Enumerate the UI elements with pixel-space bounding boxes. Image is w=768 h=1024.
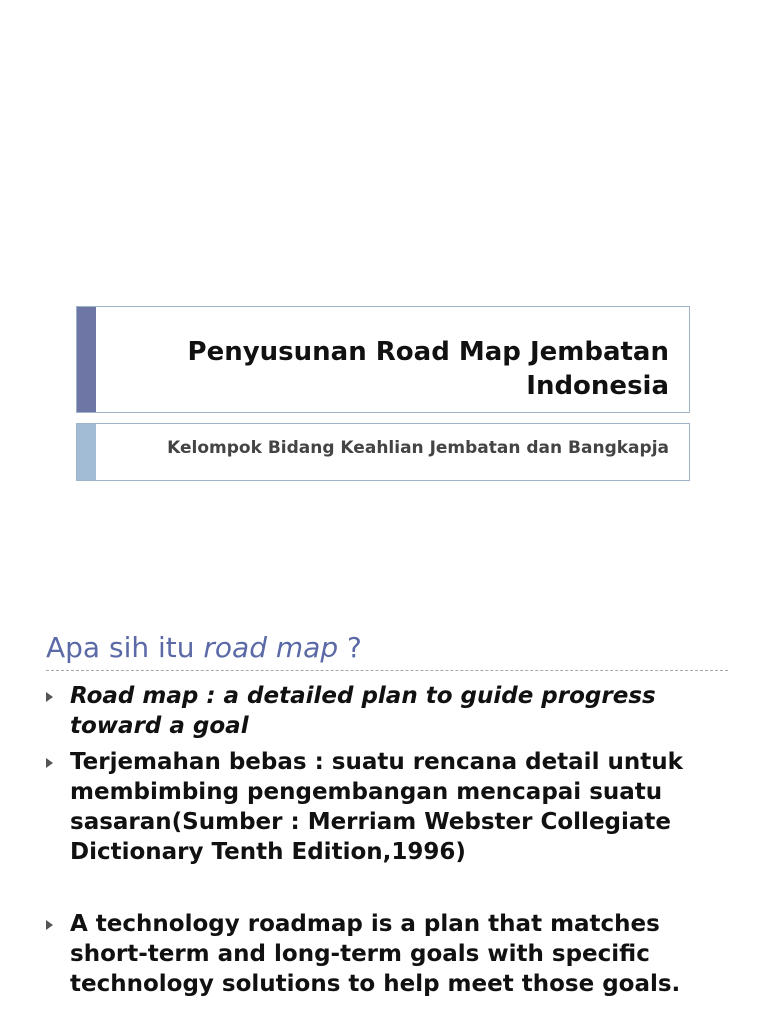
heading-emphasis: road map bbox=[203, 631, 339, 664]
heading-divider bbox=[46, 670, 728, 671]
bullet-arrow-icon bbox=[46, 758, 53, 768]
slide-title: Penyusunan Road Map Jembatan Indonesia bbox=[187, 337, 669, 401]
slide-subtitle: Kelompok Bidang Keahlian Jembatan dan Bangkapja bbox=[167, 438, 669, 458]
heading-suffix: ? bbox=[338, 631, 362, 664]
bullet-text: Terjemahan bebas : suatu rencana detail untuk membimbing pengembangan mencapai suatu sasaran(Sumber : Merriam Webster Collegiate Dictionary Tenth Edition,1996) bbox=[70, 749, 683, 865]
subtitle-box bbox=[76, 423, 690, 481]
subtitle-accent-bar bbox=[77, 424, 96, 480]
bullet-text: Road map : a detailed plan to guide progress toward a goal bbox=[70, 683, 656, 739]
title-accent-bar bbox=[77, 307, 96, 412]
title-box bbox=[76, 306, 690, 413]
bullet-arrow-icon bbox=[46, 920, 53, 930]
heading-prefix: Apa sih itu bbox=[46, 631, 204, 664]
bullet-text: A technology roadmap is a plan that matches short-term and long-term goals with specific technology solutions to help meet those goals. bbox=[70, 911, 681, 997]
content-heading bbox=[46, 630, 362, 666]
bullet-arrow-icon bbox=[46, 692, 53, 702]
